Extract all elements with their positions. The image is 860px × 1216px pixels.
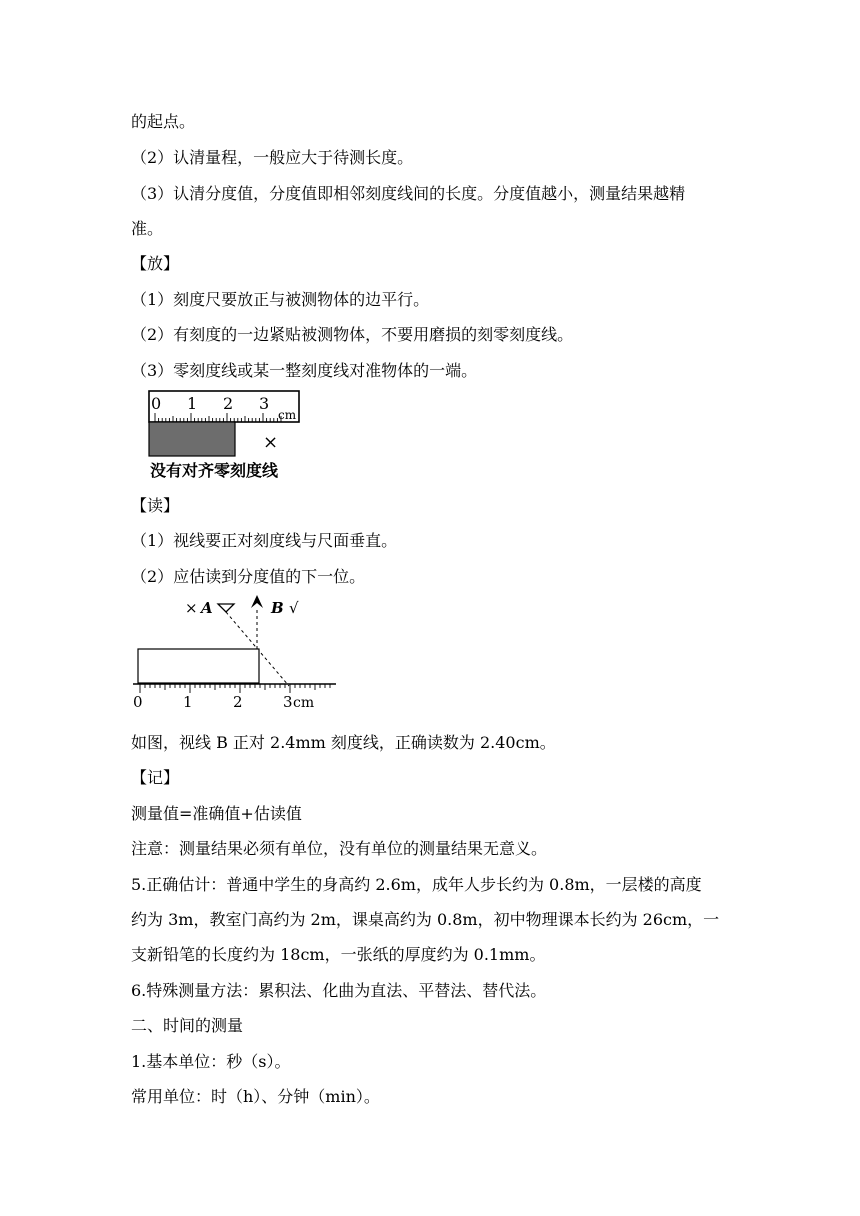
section-heading-ji: 【记】: [131, 768, 180, 787]
ruler-label-0: 0: [151, 394, 162, 413]
text-line: （2）应估读到分度值的下一位。: [131, 567, 366, 586]
mark-correct-b: √: [289, 599, 299, 617]
ruler-unit: cm: [278, 408, 297, 422]
text-line: （2）认清量程，一般应大于待测长度。: [131, 148, 414, 167]
text-line: （3）零刻度线或某一整刻度线对准物体的一端。: [131, 361, 478, 380]
text-line: 常用单位：时（h）、分钟（min）。: [131, 1087, 380, 1106]
text-line: 测量值=准确值+估读值: [131, 804, 302, 823]
section-heading-fang: 【放】: [131, 254, 180, 273]
ruler-label-2: 2: [223, 394, 234, 413]
text-line: （2）有刻度的一边紧贴被测物体，不要用磨损的刻零刻度线。: [131, 325, 574, 344]
eye-b-icon: [251, 595, 263, 608]
text-line: 支新铅笔的长度约为 18cm，一张纸的厚度约为 0.1mm。: [131, 945, 546, 964]
figure-caption: 没有对齐零刻度线: [150, 461, 279, 480]
section-heading-time: 二、时间的测量: [131, 1016, 244, 1035]
text-line: 准。: [131, 219, 164, 238]
ruler-label-3: 3: [259, 394, 270, 413]
ruler-ticks: [140, 684, 330, 693]
ruler-label-2: 2: [233, 693, 243, 711]
eye-a-icon: [218, 604, 234, 612]
text-line: 如图，视线 B 正对 2.4mm 刻度线，正确读数为 2.40cm。: [131, 733, 556, 752]
figure-reading-sightline: [130, 594, 345, 712]
wrong-mark: ×: [263, 432, 279, 453]
ruler-label-0: 0: [133, 693, 143, 711]
text-line: 注意：测量结果必须有单位，没有单位的测量结果无意义。: [131, 839, 548, 858]
text-line: 的起点。: [131, 112, 196, 131]
ruler-label-1: 1: [183, 693, 193, 711]
label-b: B: [271, 599, 284, 617]
figure-ruler-misaligned: [145, 388, 305, 484]
measured-object: [149, 422, 235, 456]
mark-wrong-a: ×: [185, 599, 198, 617]
ruler-label-3: 3: [283, 693, 293, 711]
text-line: （1）视线要正对刻度线与尺面垂直。: [131, 531, 398, 550]
text-line: （1）刻度尺要放正与被测物体的边平行。: [131, 290, 430, 309]
text-line: （3）认清分度值，分度值即相邻刻度线间的长度。分度值越小，测量结果越精: [131, 184, 686, 203]
label-a: A: [201, 599, 213, 617]
text-line: 5.正确估计：普通中学生的身高约 2.6m，成年人步长约为 0.8m，一层楼的高度: [131, 875, 702, 894]
section-heading-du: 【读】: [131, 496, 180, 515]
text-line: 1.基本单位：秒（s）。: [131, 1052, 291, 1071]
text-line: 约为 3m，教室门高约为 2m，课桌高约为 0.8m，初中物理课本长约为 26cm，一: [131, 910, 720, 929]
ruler-label-1: 1: [187, 394, 198, 413]
measured-object: [138, 649, 259, 683]
ruler-unit: cm: [293, 695, 315, 711]
text-line: 6.特殊测量方法：累积法、化曲为直法、平替法、替代法。: [131, 981, 547, 1000]
